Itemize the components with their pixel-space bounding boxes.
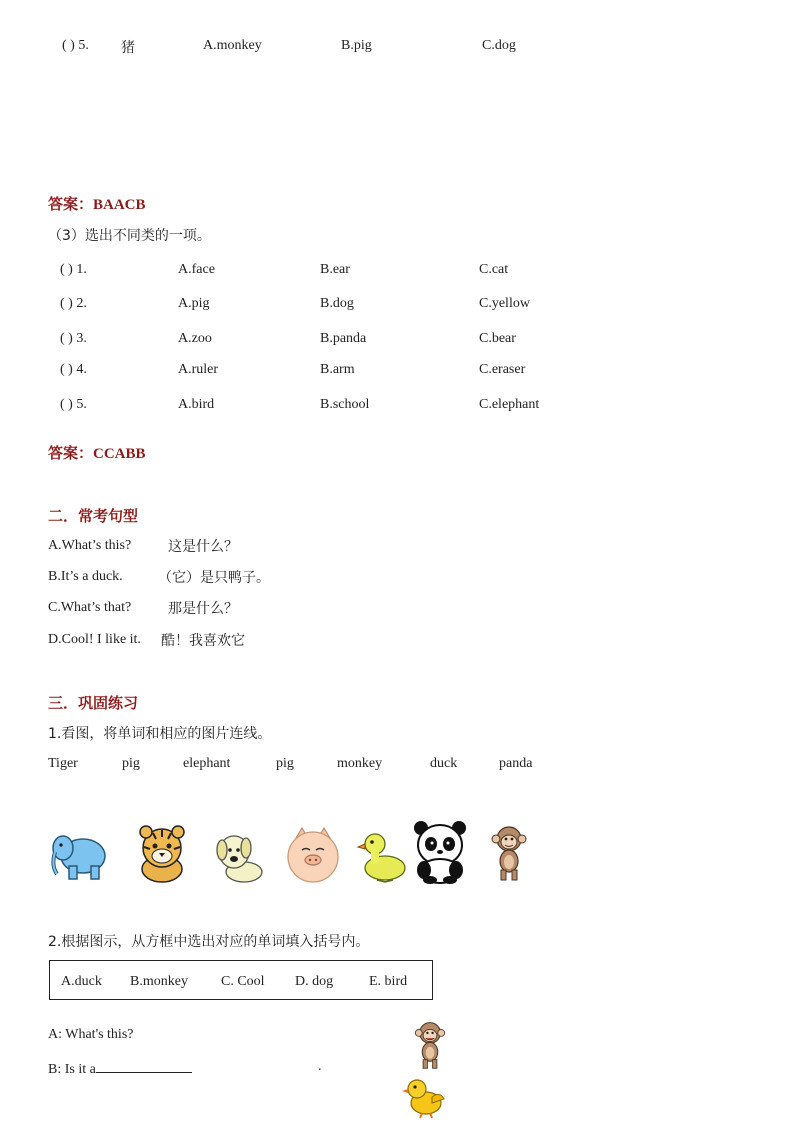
option-c: C.eraser xyxy=(479,362,526,377)
word-bank-option: A.duck xyxy=(61,974,102,989)
word-item: panda xyxy=(499,756,533,771)
section-title: 二．常考句型 xyxy=(48,509,139,525)
sentence-chinese: 那是什么？ xyxy=(168,601,238,617)
dialog-period: . xyxy=(318,1059,322,1074)
tiger-icon xyxy=(131,823,193,885)
option-a: A.monkey xyxy=(203,38,262,53)
option-a: A.zoo xyxy=(178,331,212,346)
word-item: pig xyxy=(122,756,140,771)
monkey-icon xyxy=(411,1020,449,1070)
question-number: ( ) 5. xyxy=(60,397,87,412)
option-a: A.bird xyxy=(178,397,215,412)
option-c: C.cat xyxy=(479,262,509,277)
sentence-english: B.It’s a duck. xyxy=(48,569,123,584)
panda-icon xyxy=(412,818,468,884)
dialog-line-a: A: What's this? xyxy=(48,1027,134,1042)
section-title: 三．巩固练习 xyxy=(48,696,139,712)
question-prompt: 猪 xyxy=(121,40,135,56)
option-a: A.ruler xyxy=(178,362,219,377)
question-number: ( ) 5. xyxy=(62,38,89,53)
option-b: B.pig xyxy=(341,38,372,53)
option-c: C.bear xyxy=(479,331,516,346)
word-item: monkey xyxy=(337,756,383,771)
answer-blank[interactable] xyxy=(96,1059,192,1073)
sentence-english: A.What’s this? xyxy=(48,538,132,553)
sentence-chinese: （它）是只鸭子。 xyxy=(158,570,270,586)
option-b: B.dog xyxy=(320,296,354,311)
sentence-english: D.Cool! I like it. xyxy=(48,632,141,647)
word-item: elephant xyxy=(183,756,231,771)
option-a: A.face xyxy=(178,262,215,277)
exercise-title: 1.看图，将单词和相应的图片连线。 xyxy=(48,726,272,742)
word-bank-option: B.monkey xyxy=(130,974,188,989)
duck-icon xyxy=(357,828,409,884)
elephant-icon xyxy=(49,826,111,884)
word-item: duck xyxy=(430,756,458,771)
monkey-icon xyxy=(489,824,529,882)
answer-key: 答案：BAACB xyxy=(48,197,146,213)
word-bank-option: E. bird xyxy=(369,974,408,989)
word-item: Tiger xyxy=(48,756,78,771)
option-c: C.yellow xyxy=(479,296,530,311)
question-number: ( ) 4. xyxy=(60,362,87,377)
question-number: ( ) 2. xyxy=(60,296,87,311)
option-b: B.panda xyxy=(320,331,367,346)
answer-key: 答案：CCABB xyxy=(48,446,146,462)
option-b: B.ear xyxy=(320,262,350,277)
word-bank-option: D. dog xyxy=(295,974,334,989)
sentence-english: C.What’s that? xyxy=(48,600,132,615)
pig-icon xyxy=(284,826,342,884)
question-number: ( ) 3. xyxy=(60,331,87,346)
option-b: B.school xyxy=(320,397,370,412)
sentence-chinese: 酷！我喜欢它 xyxy=(161,633,245,649)
bird-icon xyxy=(402,1075,446,1119)
option-b: B.arm xyxy=(320,362,355,377)
exercise-title: 2.根据图示，从方框中选出对应的单词填入括号内。 xyxy=(48,934,370,950)
word-item: pig xyxy=(276,756,294,771)
question-number: ( ) 1. xyxy=(60,262,87,277)
part-title: （3）选出不同类的一项。 xyxy=(48,228,211,244)
dog-icon xyxy=(212,828,266,884)
dialog-line-b xyxy=(48,1059,192,1078)
option-c: C.elephant xyxy=(479,397,540,412)
option-c: C.dog xyxy=(482,38,516,53)
word-bank-option: C. Cool xyxy=(221,974,265,989)
option-a: A.pig xyxy=(178,296,210,311)
sentence-chinese: 这是什么？ xyxy=(168,539,238,555)
dialog-prefix: B: Is it a xyxy=(48,1062,96,1077)
